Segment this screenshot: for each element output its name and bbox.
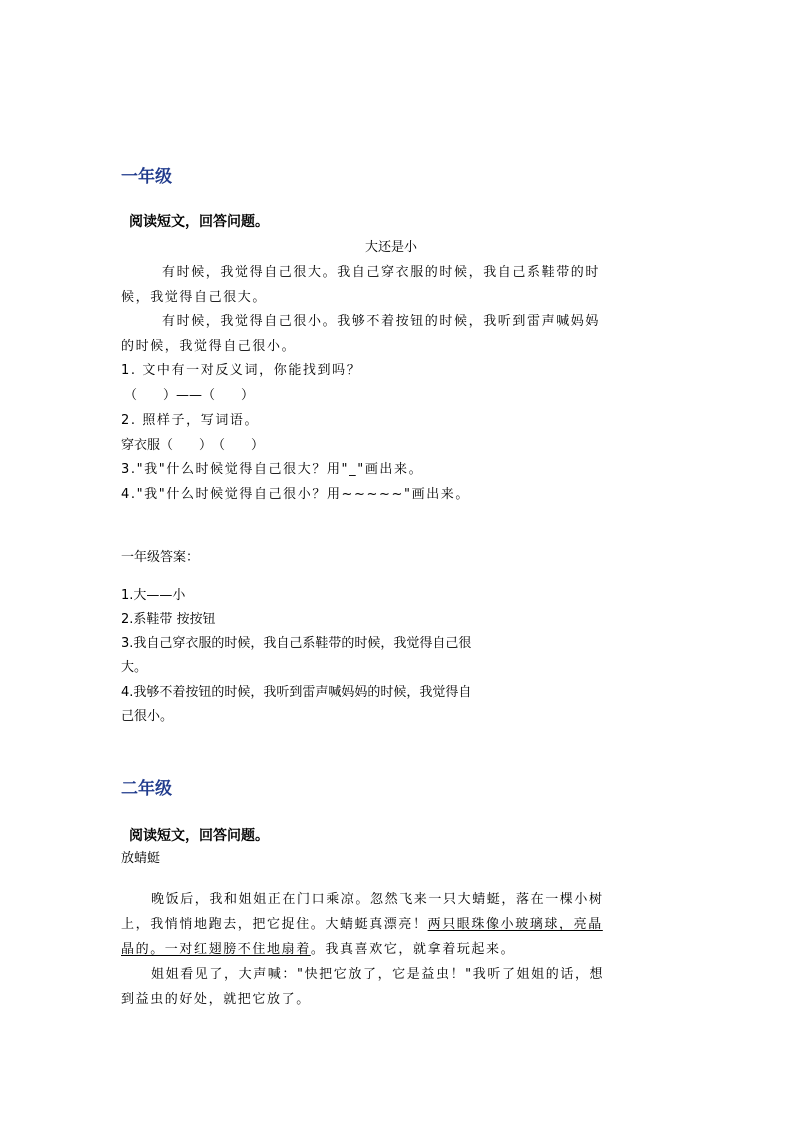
grade2-para1-line3-underlined: 晶的。一对红翅膀不住地扇着 (121, 942, 311, 957)
answers1-item-3-line1: 3.我自己穿衣服的时候，我自己系鞋带的时候，我觉得自己很 (121, 636, 472, 651)
grade1-heading: 一年级 (121, 167, 172, 187)
grade2-instruction: 阅读短文，回答问题。 (129, 828, 269, 844)
grade1-passage-title: 大还是小 (365, 240, 418, 255)
answers1-label: 一年级答案： (121, 550, 200, 565)
grade2-para2-line2: 到益虫的好处，就把它放了。 (121, 992, 311, 1007)
answers1-item-3-line2: 大。 (121, 660, 148, 675)
grade1-para1-line2: 候，我觉得自己很大。 (121, 290, 268, 305)
grade2-para1-line1: 晚饭后，我和姐姐正在门口乘凉。忽然飞来一只大蜻蜓，落在一棵小树 (151, 892, 604, 907)
answers1-item-1: 1.大——小 (121, 588, 186, 603)
grade2-para1-line2-plain: 上，我悄悄地跑去，把它捉住。大蜻蜓真漂亮！ (121, 917, 428, 932)
grade1-para2-line1: 有时候，我觉得自己很小。我够不着按钮的时候，我听到雷声喊妈妈 (162, 314, 601, 329)
grade2-heading: 二年级 (121, 779, 172, 799)
grade1-question-2-blank: 穿衣服（ ） （ ） (121, 438, 265, 453)
grade1-question-3: 3."我"什么时候觉得自己很大？用"_"画出来。 (121, 462, 424, 477)
grade1-question-1-blank: （ ）——（ ） (124, 388, 255, 403)
grade2-para1-line3-plain: 。我真喜欢它，就拿着玩起来。 (310, 942, 516, 957)
answers1-item-2: 2.系鞋带 按按钮 (121, 612, 216, 627)
grade2-para1-line2-underlined: 两只眼珠像小玻璃球，亮晶 (427, 917, 603, 932)
grade2-para1-line3 (121, 941, 515, 959)
grade1-question-4: 4."我"什么时候觉得自己很小？用~~~~~"画出来。 (121, 487, 471, 502)
answers1-item-4-line2: 己很小。 (121, 709, 174, 724)
grade1-para2-line2: 的时候，我觉得自己很小。 (121, 339, 297, 354)
grade1-para1-line1: 有时候，我觉得自己很大。我自己穿衣服的时候，我自己系鞋带的时 (162, 265, 601, 280)
grade1-question-2: 2. 照样子，写词语。 (121, 413, 260, 428)
grade1-question-1: 1. 文中有一对反义词，你能找到吗？ (121, 363, 362, 378)
grade1-instruction: 阅读短文，回答问题。 (129, 214, 269, 230)
grade2-passage-title: 放蜻蜓 (121, 851, 161, 866)
grade2-para1-line2 (121, 916, 603, 934)
answers1-item-4-line1: 4.我够不着按钮的时候，我听到雷声喊妈妈的时候，我觉得自 (121, 685, 472, 700)
grade2-para2-line1: 姐姐看见了，大声喊："快把它放了，它是益虫！"我听了姐姐的话，想 (151, 967, 605, 982)
